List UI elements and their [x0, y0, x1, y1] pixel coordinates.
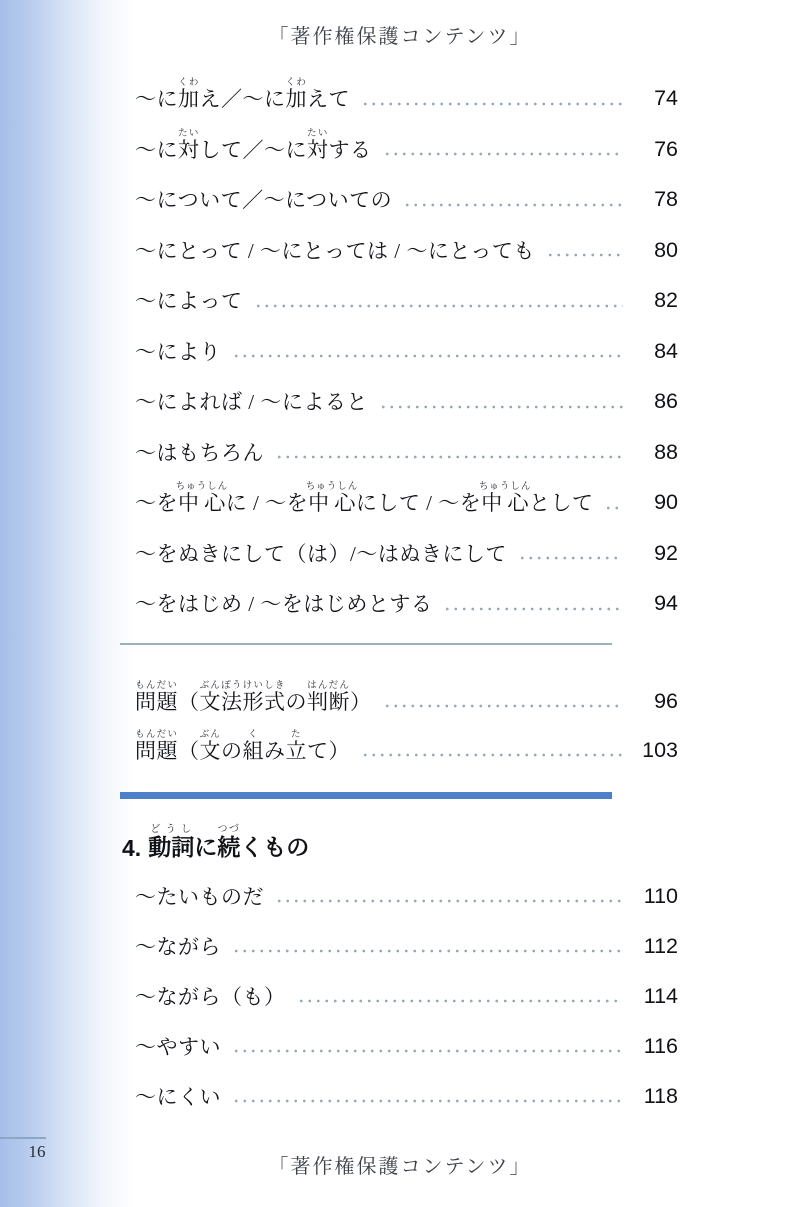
entry-title: ～に加くわえ／～に加くわえて — [135, 77, 350, 112]
entry-page-number: 82 — [654, 288, 678, 312]
entry-page-number: 84 — [654, 338, 678, 363]
toc-entry — [135, 416, 678, 467]
entry-title: ～にくい — [135, 1084, 221, 1109]
toc-problem-entries — [135, 666, 678, 764]
entry-title: ～ながら（も） — [135, 984, 286, 1009]
toc-entry — [135, 62, 678, 113]
entry-title: ～ながら — [135, 934, 221, 959]
dot-leader — [379, 405, 623, 409]
dot-leader — [383, 152, 624, 156]
entry-title: ～により — [135, 339, 221, 364]
dot-leader — [443, 607, 623, 611]
toc-entry — [135, 264, 678, 315]
entry-title: ～によれば / ～によると — [135, 390, 368, 415]
dot-leader — [546, 253, 623, 257]
copyright-header: 「著作権保護コンテンツ」 — [268, 26, 532, 48]
entry-title: 問題もんだい（文法ぶんぽう形式けいしきの判断はんだん） — [135, 679, 372, 714]
dot-leader — [604, 506, 623, 510]
entry-title: ～について／～についての — [135, 188, 393, 213]
entry-page-number: 118 — [643, 1083, 678, 1108]
entry-page-number: 88 — [654, 439, 678, 464]
toc-entry — [135, 163, 678, 214]
toc-entry — [135, 466, 678, 517]
entry-page-number: 116 — [643, 1033, 678, 1058]
entry-title: ～にとって / ～にとっては / ～にとっても — [135, 238, 535, 263]
entry-page-number: 114 — [643, 983, 678, 1008]
toc-entry — [135, 666, 678, 715]
dot-leader — [232, 1099, 623, 1103]
entry-title: ～によって — [135, 289, 243, 314]
entry-title: ～たいものだ — [135, 884, 264, 909]
entry-title: ～を中心ちゅうしんに / ～を中心ちゅうしんにして / ～を中心ちゅうしんとして — [135, 481, 594, 516]
toc-verb-entries — [135, 860, 678, 1110]
dot-leader — [297, 999, 624, 1003]
section4-heading — [122, 824, 309, 862]
toc-entry — [135, 113, 678, 164]
entry-page-number: 76 — [654, 136, 678, 161]
entry-title: 問題もんだい（文ぶんの組くみ立たて） — [135, 728, 350, 763]
footer-page-number: 16 — [28, 1142, 46, 1161]
dot-leader — [232, 949, 623, 953]
dot-leader — [232, 354, 623, 358]
entry-title: ～をぬきにして（は）/～はぬきにして — [135, 541, 507, 566]
entry-page-number: 110 — [643, 883, 678, 908]
dot-leader — [383, 704, 624, 708]
toc-entry — [135, 365, 678, 416]
dot-leader — [361, 102, 623, 106]
entry-page-number: 92 — [654, 540, 678, 565]
dot-leader — [403, 203, 623, 207]
footer-page-number-rule — [0, 1137, 46, 1139]
dot-leader — [232, 1049, 623, 1053]
toc-entry — [135, 715, 678, 764]
toc-entry — [135, 1060, 678, 1110]
section-divider-bar — [120, 792, 612, 799]
entry-page-number: 90 — [654, 490, 678, 514]
toc-entry — [135, 315, 678, 366]
toc-entry — [135, 860, 678, 910]
entry-title: ～をはじめ / ～をはじめとする — [135, 592, 433, 617]
toc-grammar-entries — [135, 62, 678, 618]
entry-page-number: 78 — [654, 187, 678, 211]
entry-page-number: 86 — [654, 389, 678, 413]
entry-title: ～に対たいして／～に対たいする — [135, 127, 372, 162]
entry-page-number: 74 — [654, 86, 678, 110]
dot-leader — [518, 556, 623, 560]
copyright-footer: 「著作権保護コンテンツ」 — [268, 1156, 532, 1178]
toc-entry — [135, 567, 678, 618]
dot-leader — [254, 304, 624, 308]
entry-page-number: 96 — [654, 688, 678, 713]
entry-title: ～やすい — [135, 1034, 221, 1059]
dot-leader — [361, 753, 623, 757]
toc-entry — [135, 960, 678, 1010]
entry-page-number: 112 — [643, 933, 678, 958]
section4-title: 動詞どうしに続つづくもの — [148, 824, 310, 860]
toc-entry — [135, 517, 678, 568]
entry-page-number: 80 — [654, 237, 678, 262]
dot-leader — [275, 899, 623, 903]
toc-entry — [135, 1010, 678, 1060]
thin-divider — [120, 643, 612, 645]
entry-page-number: 103 — [642, 737, 678, 762]
toc-entry — [135, 910, 678, 960]
dot-leader — [275, 455, 623, 459]
entry-page-number: 94 — [654, 591, 678, 615]
toc-entry — [135, 214, 678, 265]
entry-title: ～はもちろん — [135, 440, 264, 465]
section4-number: 4. — [122, 835, 142, 861]
